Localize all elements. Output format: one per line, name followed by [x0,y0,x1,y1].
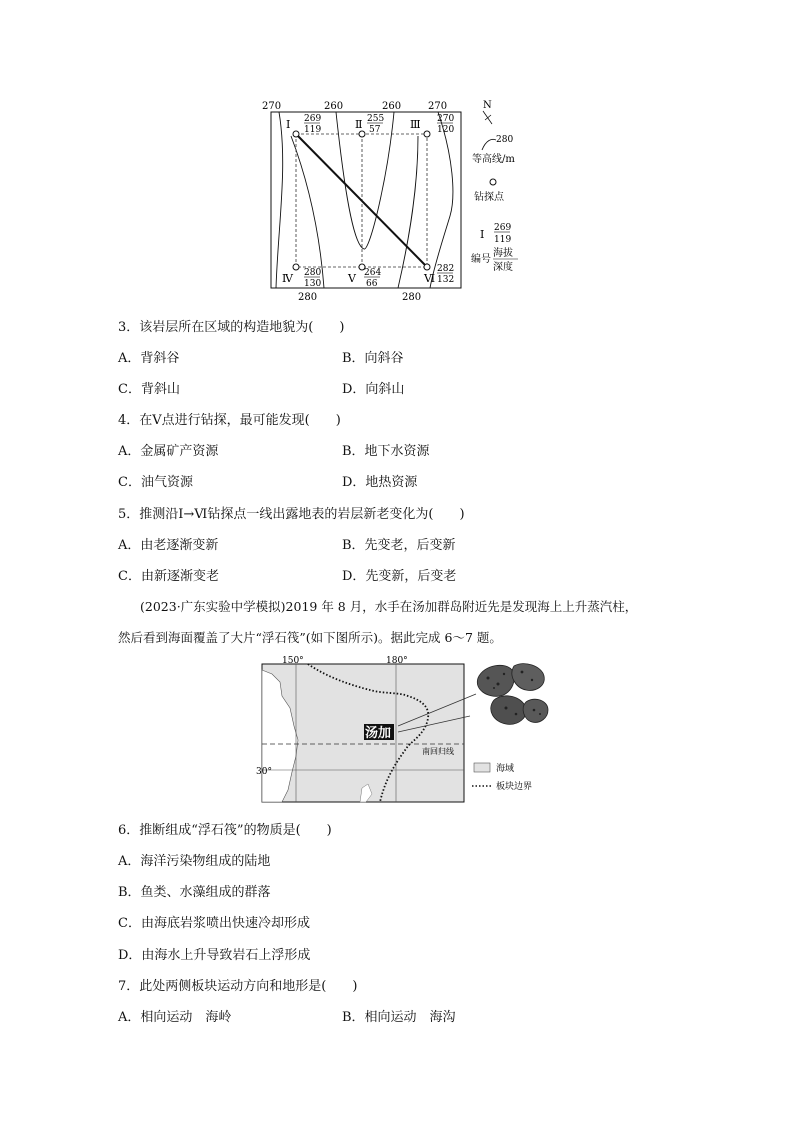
question-4-option-b[interactable]: B．地下水资源 [342,444,430,459]
question-3-stem: 3．该岩层所在区域的构造地貌为( ) [118,320,345,335]
point-elevation: 264 [364,268,382,278]
point-number: Ⅱ [355,118,363,131]
contour-map-figure [260,96,540,304]
question-5-option-b[interactable]: B．先变老，后变新 [342,538,456,553]
contour-legend-icon [482,139,496,150]
question-7-stem: 7．此处两侧板块运动方向和地形是( ) [118,979,358,994]
material-intro-line-2: 然后看到海面覆盖了大片“浮石筏”(如下图所示)。据此完成 6～7 题。 [118,630,502,645]
point-number: Ⅴ [348,272,356,285]
point-depth: 132 [437,275,455,285]
legend-example-depth: 119 [494,235,512,245]
bottom-contour-label: 280 [402,292,422,303]
legend-example-elev: 269 [494,223,512,233]
point-elevation: 255 [367,114,385,124]
point-depth: 120 [437,125,455,135]
question-4-option-c[interactable]: C．油气资源 [118,475,193,490]
point-elevation: 270 [437,114,455,124]
bottom-contour-label: 280 [298,292,318,303]
legend-elev-label: 海拔 [493,248,513,259]
question-6-option-c[interactable]: C．由海底岩浆喷出快速冷却形成 [118,916,310,931]
question-6-option-d[interactable]: D．由海水上升导致岩石上浮形成 [118,948,311,963]
question-3-option-d[interactable]: D．向斜山 [342,382,405,397]
question-4-stem: 4．在Ⅴ点进行钻探，最可能发现( ) [118,413,341,428]
tonga-label: 汤加 [365,726,392,741]
point-elevation: 269 [304,114,322,124]
sea-legend-swatch [474,763,490,772]
point-depth: 119 [304,125,322,135]
legend-num-label: 编号 [471,254,491,265]
question-4-option-a[interactable]: A．金属矿产资源 [118,444,219,459]
contour-legend-label: 等高线/m [472,154,515,165]
contour-line-280-right [398,136,418,288]
question-6-option-a[interactable]: A．海洋污染物组成的陆地 [118,854,271,869]
question-4-option-d[interactable]: D．地热资源 [342,475,418,490]
longitude-150-label: 150° [282,656,304,666]
point-number: Ⅲ [410,118,421,131]
sea-legend-label: 海域 [496,764,515,774]
north-arrow-label: N [483,100,492,111]
drill-point-IV [293,264,299,270]
top-contour-label: 260 [382,101,402,112]
question-5-option-d[interactable]: D．先变新，后变老 [342,569,457,584]
point-number: Ⅳ [282,272,293,285]
drill-point-I [293,131,299,137]
question-6-option-b[interactable]: B．鱼类、水藻组成的群落 [118,885,271,900]
top-contour-label: 270 [428,101,448,112]
drill-point-VI [424,264,430,270]
question-5-option-a[interactable]: A．由老逐渐变新 [118,538,219,553]
drill-point-III [424,131,430,137]
pumice-stone-photo [477,664,548,725]
point-depth: 66 [366,279,378,289]
legend-depth-label: 深度 [493,262,513,273]
point-elevation: 282 [437,264,455,274]
point-depth: 130 [304,279,322,289]
contour-line-270-right [430,112,453,288]
longitude-180-label: 180° [386,656,408,666]
question-5-stem: 5．推测沿Ⅰ→Ⅵ钻探点一线出露地表的岩层新老变化为( ) [118,507,465,522]
contour-line-270-left [276,112,283,288]
legend-example-num: Ⅰ [480,228,485,241]
top-contour-label: 260 [324,101,344,112]
tonga-map-figure [258,656,554,806]
tropic-label: 南回归线 [422,747,454,756]
drill-point-II [359,131,365,137]
latitude-30-label: 30° [256,767,272,777]
top-contour-label: 270 [262,101,282,112]
question-6-stem: 6．推断组成“浮石筏”的物质是( ) [118,823,332,838]
point-number: Ⅵ [424,272,436,285]
question-7-option-a[interactable]: A．相向运动 海岭 [118,1010,232,1025]
point-number: Ⅰ [286,118,291,131]
plate-legend-label: 板块边界 [496,782,533,792]
point-elevation: 280 [304,268,322,278]
material-intro-line-1: (2023·广东实验中学模拟)2019 年 8 月，水手在汤加群岛附近先是发现海上上升蒸汽柱， [140,599,638,614]
question-7-option-b[interactable]: B．相向运动 海沟 [342,1010,456,1025]
question-3-option-c[interactable]: C．背斜山 [118,382,180,397]
drill-legend-label: 钻探点 [474,192,504,203]
question-3-option-a[interactable]: A．背斜谷 [118,351,180,366]
contour-legend-value: 280 [496,135,514,145]
point-depth: 57 [369,125,381,135]
question-3-option-b[interactable]: B．向斜谷 [342,351,404,366]
question-5-option-c[interactable]: C．由新逐渐变老 [118,569,219,584]
drill-legend-icon [490,179,496,185]
